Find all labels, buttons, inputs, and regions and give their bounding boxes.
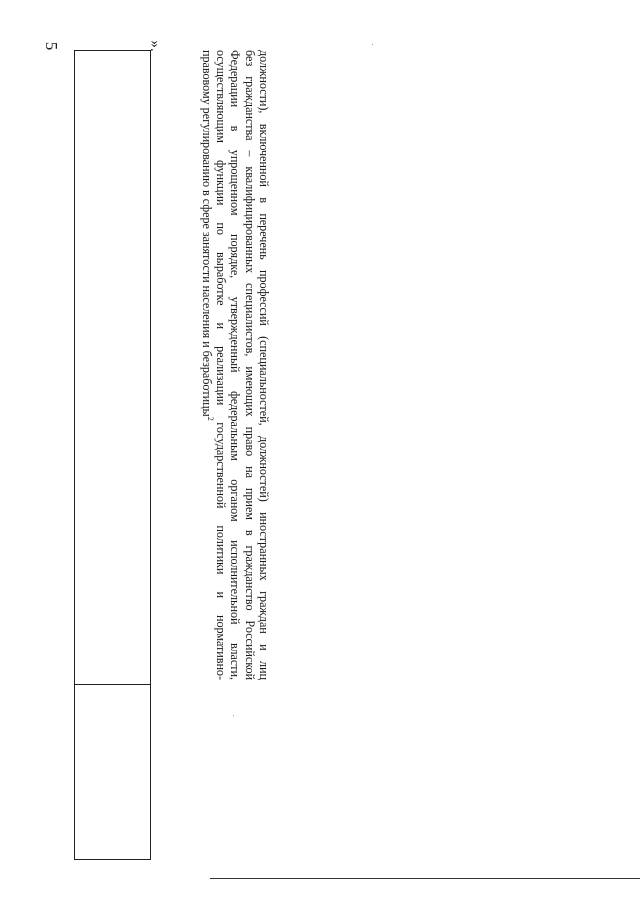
scan-edge-rule <box>210 878 640 879</box>
scan-speck <box>233 715 234 716</box>
footnote-marker: 2 <box>205 416 215 421</box>
cell-text-line: правовому регулированию в сфере занятости населения и безработицы <box>199 50 214 417</box>
scan-speck <box>372 44 373 45</box>
table-cell-divider <box>74 684 151 685</box>
cell-text-line: осуществляющим функции по выработке и реализации государственной политики и нормативно- <box>214 50 229 680</box>
cell-text-line-last <box>200 50 214 680</box>
table-frame <box>74 50 151 860</box>
cell-text-line: без гражданства – квалифицированных специалистов, имеющих право на прием в гражданство Российской <box>242 50 257 680</box>
table-cell-text <box>194 50 271 680</box>
page-number: 5 <box>42 41 61 51</box>
cell-text-line: Федерации в упрощенном порядке, утвержденный федеральным органом исполнительной власти, <box>228 50 243 680</box>
closing-quote: ». <box>147 40 163 52</box>
cell-text-line: должности), включенной в перечень профессий (специальностей, должностей) иностранных граждан и лиц <box>257 50 271 680</box>
